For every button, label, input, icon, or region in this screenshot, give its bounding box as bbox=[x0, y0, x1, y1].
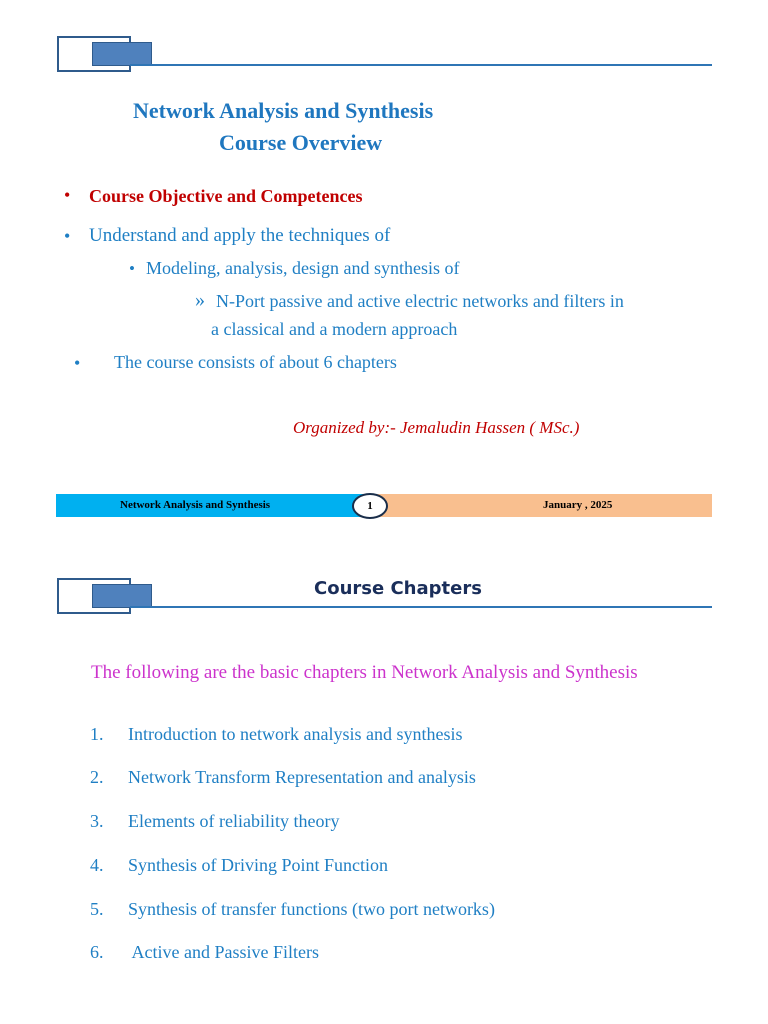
chapter-title: Synthesis of Driving Point Function bbox=[128, 855, 389, 875]
bullet-text: Understand and apply the techniques of bbox=[89, 225, 391, 246]
header-decor-block bbox=[92, 584, 152, 608]
sub-bullet-text: Modeling, analysis, design and synthesis of bbox=[146, 258, 460, 278]
page-number: 1 bbox=[352, 493, 388, 519]
slide-title: Course Chapters bbox=[314, 578, 482, 599]
chapter-item bbox=[90, 724, 462, 745]
slide-2 bbox=[0, 530, 768, 1024]
organizer-credit: Organized by:- Jemaludin Hassen ( MSc.) bbox=[293, 418, 580, 437]
header-rule bbox=[130, 606, 712, 608]
footer-date: January , 2025 bbox=[543, 499, 613, 511]
chapter-number: 3. bbox=[90, 811, 104, 831]
header-rule bbox=[130, 64, 712, 66]
chapter-item bbox=[90, 855, 388, 876]
sub-sub-bullet-continuation: a classical and a modern approach bbox=[211, 319, 458, 339]
chapter-item bbox=[90, 811, 339, 832]
chapter-item bbox=[90, 899, 495, 920]
chapter-number: 1. bbox=[90, 724, 104, 744]
chapter-number: 6. bbox=[90, 942, 104, 962]
footer-course-name: Network Analysis and Synthesis bbox=[120, 499, 271, 511]
chapter-title: Elements of reliability theory bbox=[128, 811, 340, 831]
slide-title-line1: Network Analysis and Synthesis bbox=[133, 98, 434, 123]
bullet-marker: • bbox=[64, 185, 71, 205]
objective-heading: Course Objective and Competences bbox=[89, 186, 363, 206]
chapters-intro: The following are the basic chapters in Network Analysis and Synthesis bbox=[91, 662, 638, 683]
bullet-text: The course consists of about 6 chapters bbox=[114, 352, 397, 372]
sub-sub-bullet-marker: » bbox=[195, 289, 205, 311]
chapter-item bbox=[90, 942, 319, 963]
bullet-marker: • bbox=[64, 226, 71, 246]
chapter-number: 4. bbox=[90, 855, 104, 875]
header-decor-block bbox=[92, 42, 152, 66]
sub-sub-bullet-text: N-Port passive and active electric networks and filters in bbox=[216, 291, 624, 311]
slide-title-line2: Course Overview bbox=[219, 130, 383, 155]
chapter-number: 5. bbox=[90, 899, 104, 919]
chapter-title: Synthesis of transfer functions (two port networks) bbox=[128, 899, 495, 919]
chapter-title: Network Transform Representation and analysis bbox=[128, 767, 476, 787]
bullet-marker: • bbox=[74, 353, 81, 373]
sub-bullet-marker: • bbox=[129, 259, 135, 278]
chapter-number: 2. bbox=[90, 767, 104, 787]
chapter-title: Introduction to network analysis and synthesis bbox=[128, 724, 463, 744]
chapter-item bbox=[90, 767, 476, 788]
footer-right-bar bbox=[372, 494, 712, 517]
chapter-title: Active and Passive Filters bbox=[128, 942, 319, 962]
